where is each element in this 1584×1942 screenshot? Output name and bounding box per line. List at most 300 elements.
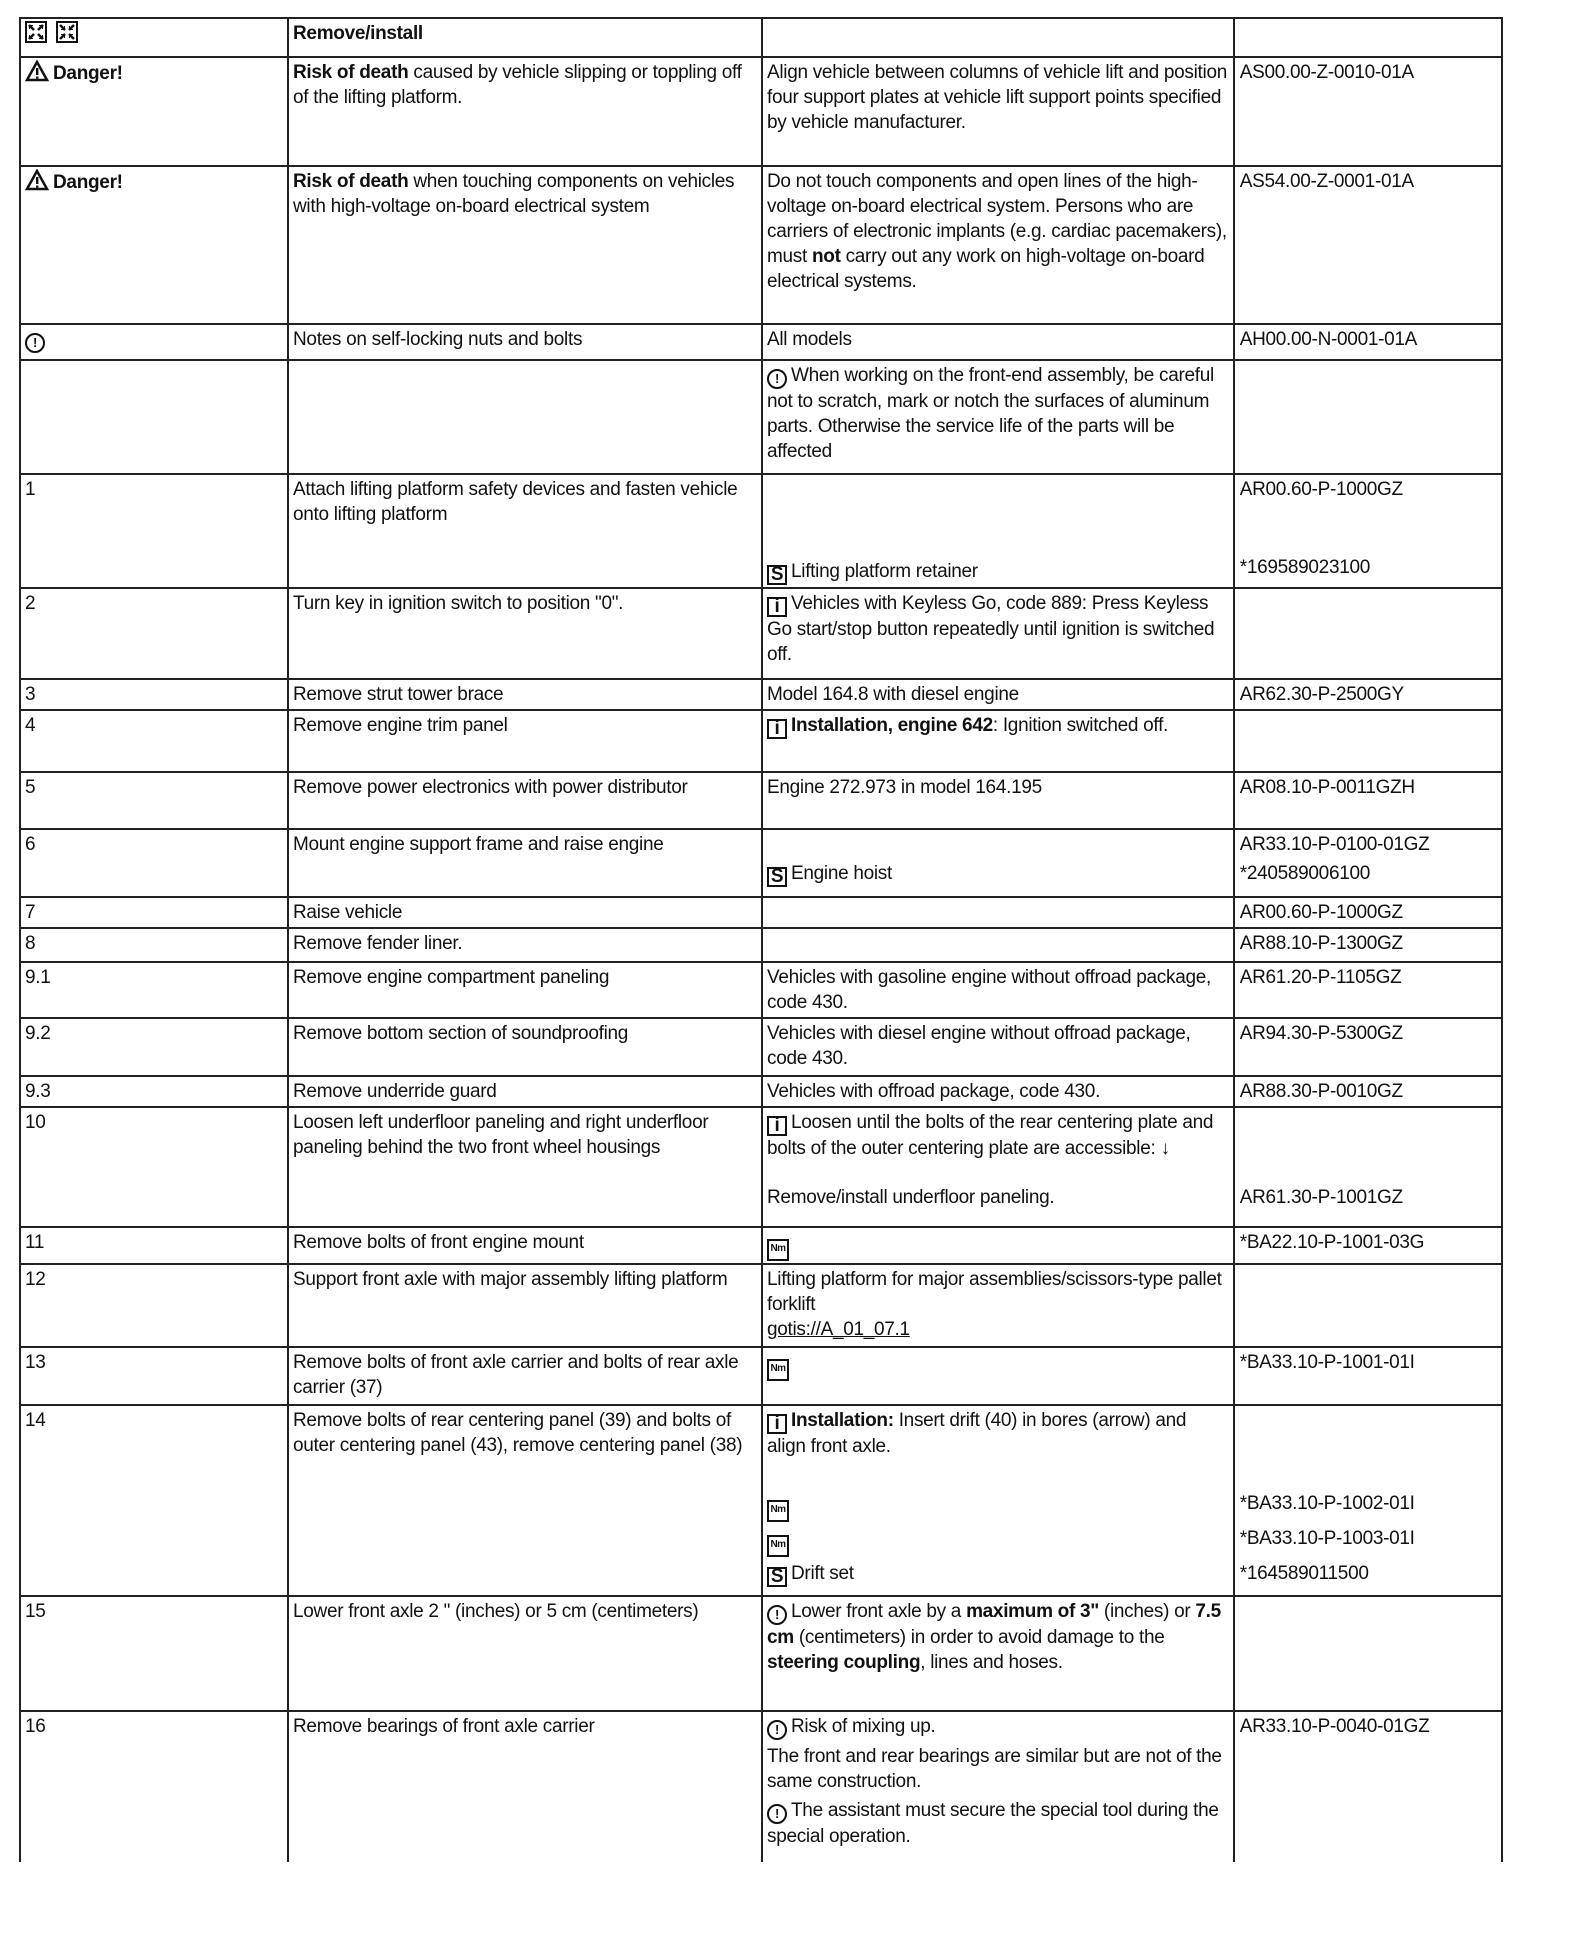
gotis-link[interactable]: gotis://A_01_07.1 bbox=[767, 1319, 910, 1340]
reference-cell bbox=[1234, 1406, 1501, 1481]
text-segment: Engine hoist bbox=[791, 863, 892, 884]
info-text bbox=[763, 553, 1234, 587]
info-text bbox=[763, 929, 1234, 958]
text-segment: carry out any work on high-voltage on-board electrical systems. bbox=[767, 246, 1205, 292]
text-segment: steering coupling bbox=[767, 1652, 921, 1673]
text-segment: Lifting platform retainer bbox=[791, 561, 978, 582]
info-ref-cell bbox=[761, 898, 1503, 927]
reference-code[interactable]: *BA33.10-P-1001-01I bbox=[1239, 1352, 1415, 1373]
step-cell bbox=[19, 475, 287, 587]
text-segment: Remove bolts of rear centering panel (39) and bolts of outer centering panel (43), remove centering panel (38) bbox=[293, 1410, 743, 1456]
info-text bbox=[763, 830, 1234, 859]
step-cell bbox=[19, 1228, 287, 1263]
info-text bbox=[763, 1524, 1234, 1559]
info-line bbox=[763, 1228, 1501, 1263]
table-body bbox=[19, 56, 1503, 1862]
task-cell bbox=[287, 1597, 761, 1710]
text-segment: The assistant must secure the special tool during the special operation. bbox=[767, 1800, 1219, 1847]
text-segment: Lower front axle 2 " (inches) or 5 cm (centimeters) bbox=[293, 1601, 699, 1622]
text-segment: Remove bolts of front axle carrier and bolts of rear axle carrier (37) bbox=[293, 1352, 739, 1398]
info-line bbox=[763, 1348, 1501, 1383]
header-empty bbox=[761, 19, 1503, 56]
text-segment: Remove power electronics with power distributor bbox=[293, 777, 688, 798]
table-row bbox=[19, 709, 1503, 771]
note-icon: ! bbox=[767, 1804, 787, 1824]
task-cell bbox=[287, 830, 761, 896]
reference-cell bbox=[1234, 711, 1501, 741]
reference-code[interactable]: AR88.30-P-0010GZ bbox=[1239, 1081, 1403, 1102]
info-ref-cell bbox=[761, 167, 1503, 323]
reference-code[interactable]: AS00.00-Z-0010-01A bbox=[1239, 62, 1414, 83]
task-cell bbox=[287, 361, 761, 473]
reference-code[interactable]: AR62.30-P-2500GY bbox=[1239, 684, 1404, 705]
text-segment: ↓ bbox=[1160, 1138, 1170, 1159]
info-line bbox=[763, 1796, 1501, 1851]
reference-cell bbox=[1234, 1796, 1501, 1851]
step-cell bbox=[19, 929, 287, 961]
text-segment: Remove bolts of front engine mount bbox=[293, 1232, 584, 1253]
text-segment: Loosen left underfloor paneling and right underfloor paneling behind the two front wheel housings bbox=[293, 1112, 709, 1158]
info-line bbox=[763, 859, 1501, 889]
text-segment: Remove bearings of front axle carrier bbox=[293, 1716, 595, 1737]
reference-cell bbox=[1234, 167, 1501, 296]
torque-icon: Nm bbox=[767, 1535, 789, 1557]
task-cell bbox=[287, 1712, 761, 1862]
step-number: 15 bbox=[25, 1601, 46, 1622]
info-line bbox=[763, 929, 1501, 958]
info-line bbox=[763, 58, 1501, 137]
step-cell bbox=[19, 167, 287, 323]
info-text bbox=[763, 1796, 1234, 1851]
text-segment: (inches) or bbox=[1098, 1601, 1196, 1622]
text-segment: Remove engine trim panel bbox=[293, 715, 508, 736]
text-segment: maximum of 3" bbox=[966, 1601, 1099, 1622]
info-ref-cell bbox=[761, 1108, 1503, 1226]
reference-code[interactable]: AS54.00-Z-0001-01A bbox=[1239, 171, 1414, 192]
info-line bbox=[763, 1077, 1501, 1106]
task-cell bbox=[287, 963, 761, 1017]
reference-code[interactable]: *BA33.10-P-1003-01I bbox=[1239, 1528, 1415, 1549]
note-icon: ! bbox=[25, 333, 45, 353]
reference-code[interactable]: *BA22.10-P-1001-03G bbox=[1239, 1232, 1425, 1253]
table-row bbox=[19, 1595, 1503, 1710]
table-row bbox=[19, 678, 1503, 709]
text-segment: Do not touch components and open lines of the high-voltage on-board electrical system. Persons who are carriers of electronic implants (e.g. cardiac pacemakers), must bbox=[767, 171, 1227, 267]
info-ref-cell bbox=[761, 1265, 1503, 1346]
table-row bbox=[19, 1017, 1503, 1075]
text-segment: Installation: bbox=[791, 1410, 894, 1431]
table-row bbox=[19, 1075, 1503, 1106]
table-row bbox=[19, 359, 1503, 473]
reference-code[interactable]: *240589006100 bbox=[1239, 863, 1371, 884]
info-ref-cell bbox=[761, 58, 1503, 165]
step-cell bbox=[19, 711, 287, 771]
table-row bbox=[19, 1346, 1503, 1404]
step-cell bbox=[19, 1406, 287, 1595]
info-line bbox=[763, 1265, 1501, 1344]
info-text bbox=[763, 475, 1234, 525]
task-cell bbox=[287, 1265, 761, 1346]
warning-icon bbox=[25, 169, 49, 198]
step-number: 7 bbox=[25, 902, 36, 923]
info-text bbox=[763, 898, 1234, 927]
info-ref-cell bbox=[761, 1077, 1503, 1106]
info-ref-cell bbox=[761, 773, 1503, 828]
text-segment: Mount engine support frame and raise engine bbox=[293, 834, 664, 855]
collapse-icon[interactable] bbox=[56, 21, 78, 50]
info-text bbox=[763, 58, 1234, 137]
reference-cell bbox=[1234, 1524, 1501, 1559]
reference-cell bbox=[1234, 589, 1501, 669]
header-icons bbox=[19, 19, 287, 56]
text-segment: Attach lifting platform safety devices and fasten vehicle onto lifting platform bbox=[293, 479, 738, 525]
text-segment: Lifting platform for major assemblies/scissors-type pallet forklift bbox=[767, 1269, 1222, 1315]
text-segment: Remove strut tower brace bbox=[293, 684, 504, 705]
reference-cell bbox=[1234, 963, 1501, 1017]
info-line bbox=[763, 1406, 1501, 1481]
text-segment: Engine 272.973 in model 164.195 bbox=[767, 777, 1042, 798]
text-segment: Vehicles with gasoline engine without offroad package, code 430. bbox=[767, 967, 1211, 1013]
task-cell bbox=[287, 1019, 761, 1075]
reference-cell bbox=[1234, 325, 1501, 354]
step-number: 3 bbox=[25, 684, 36, 705]
task-cell bbox=[287, 325, 761, 359]
info-icon: i bbox=[767, 719, 787, 739]
step-number: 11 bbox=[25, 1232, 45, 1253]
info-text bbox=[763, 963, 1234, 1017]
tool-icon: S bbox=[767, 1567, 787, 1587]
text-segment: Turn key in ignition switch to position "0". bbox=[293, 593, 624, 614]
info-ref-cell bbox=[761, 475, 1503, 587]
info-text bbox=[763, 1077, 1234, 1106]
reference-cell bbox=[1234, 929, 1501, 958]
task-cell bbox=[287, 1228, 761, 1263]
text-segment: Risk of mixing up. bbox=[791, 1716, 936, 1737]
info-ref-cell bbox=[761, 711, 1503, 771]
table-row bbox=[19, 961, 1503, 1017]
info-line bbox=[763, 325, 1501, 354]
info-text bbox=[763, 1348, 1234, 1383]
info-text bbox=[763, 167, 1234, 296]
info-line bbox=[763, 1019, 1501, 1073]
reference-cell bbox=[1234, 898, 1501, 927]
table-row bbox=[19, 165, 1503, 323]
reference-cell bbox=[1234, 1597, 1501, 1677]
step-number: 4 bbox=[25, 715, 36, 736]
info-ref-cell bbox=[761, 929, 1503, 961]
info-text bbox=[763, 1559, 1234, 1589]
text-segment: The front and rear bearings are similar but are not of the same construction. bbox=[767, 1746, 1222, 1792]
reference-code[interactable]: AR00.60-P-1000GZ bbox=[1239, 479, 1403, 500]
header-title bbox=[287, 19, 761, 56]
reference-code[interactable]: AR33.10-P-0040-01GZ bbox=[1239, 1716, 1430, 1737]
info-text bbox=[763, 1742, 1234, 1796]
info-ref-cell bbox=[761, 963, 1503, 1017]
table-row bbox=[19, 1404, 1503, 1595]
step-number: 5 bbox=[25, 777, 36, 798]
text-segment: Vehicles with offroad package, code 430. bbox=[767, 1081, 1101, 1102]
spacer bbox=[763, 525, 1501, 553]
task-cell bbox=[287, 589, 761, 678]
info-line bbox=[763, 1597, 1501, 1677]
info-line bbox=[763, 680, 1501, 709]
step-cell bbox=[19, 773, 287, 828]
step-number: 9.2 bbox=[25, 1023, 51, 1044]
info-ref-cell bbox=[761, 589, 1503, 678]
step-number: 2 bbox=[25, 593, 36, 614]
reference-cell bbox=[1234, 1183, 1501, 1212]
info-text bbox=[763, 1228, 1234, 1263]
task-cell bbox=[287, 58, 761, 165]
reference-code[interactable]: *BA33.10-P-1002-01I bbox=[1239, 1493, 1415, 1514]
info-text bbox=[763, 680, 1234, 709]
info-ref-cell bbox=[761, 361, 1503, 473]
reference-cell bbox=[1234, 58, 1501, 137]
text-segment: Remove underride guard bbox=[293, 1081, 497, 1102]
step-number: 9.1 bbox=[25, 967, 51, 988]
text-segment: caused by vehicle slipping or toppling off of the lifting platform. bbox=[293, 62, 742, 108]
reference-cell bbox=[1234, 859, 1501, 889]
info-line bbox=[763, 898, 1501, 927]
task-cell bbox=[287, 1077, 761, 1106]
step-cell bbox=[19, 963, 287, 1017]
info-icon: i bbox=[767, 1116, 787, 1136]
note-icon: ! bbox=[767, 1720, 787, 1740]
task-cell bbox=[287, 167, 761, 323]
step-cell bbox=[19, 1077, 287, 1106]
text-segment: Loosen until the bolts of the rear centering plate and bolts of the outer centering plate are accessible: bbox=[767, 1112, 1214, 1159]
text-segment: When working on the front-end assembly, be careful not to scratch, mark or notch the surfaces of aluminum parts. Otherwise the service life of the parts will be affected bbox=[767, 365, 1214, 462]
text-segment: Insert drift (40) in bores (arrow) and align front axle. bbox=[767, 1410, 1187, 1457]
text-segment: All models bbox=[767, 329, 852, 350]
text-segment: Notes on self-locking nuts and bolts bbox=[293, 329, 583, 350]
reference-cell bbox=[1234, 475, 1501, 525]
info-text bbox=[763, 589, 1234, 669]
torque-icon: Nm bbox=[767, 1239, 789, 1261]
spacer bbox=[763, 1481, 1501, 1489]
step-number: 9.3 bbox=[25, 1081, 51, 1102]
info-line bbox=[763, 1183, 1501, 1212]
reference-cell bbox=[1234, 1742, 1501, 1796]
tool-icon: S bbox=[767, 867, 787, 887]
info-line bbox=[763, 589, 1501, 669]
text-segment: Vehicles with diesel engine without offroad package, code 430. bbox=[767, 1023, 1191, 1069]
step-number: 14 bbox=[25, 1410, 46, 1431]
info-ref-cell bbox=[761, 1348, 1503, 1404]
text-segment: Risk of death bbox=[293, 171, 409, 192]
info-ref-cell bbox=[761, 1597, 1503, 1710]
warning-icon bbox=[25, 60, 49, 89]
text-segment: not bbox=[811, 246, 841, 267]
task-cell bbox=[287, 773, 761, 828]
info-text bbox=[763, 1019, 1234, 1073]
reference-code[interactable]: AR33.10-P-0100-01GZ bbox=[1239, 834, 1430, 855]
info-text bbox=[763, 859, 1234, 889]
table-row bbox=[19, 1710, 1503, 1862]
info-line bbox=[763, 361, 1501, 466]
info-ref-cell bbox=[761, 1406, 1503, 1595]
text-segment: Remove bottom section of soundproofing bbox=[293, 1023, 629, 1044]
info-line bbox=[763, 475, 1501, 525]
step-cell bbox=[19, 1265, 287, 1346]
info-text bbox=[763, 361, 1234, 466]
table-header-row bbox=[19, 17, 1503, 56]
step-number: 13 bbox=[25, 1352, 46, 1373]
text-segment: , lines and hoses. bbox=[920, 1652, 1063, 1673]
reference-code[interactable]: AR00.60-P-1000GZ bbox=[1239, 902, 1403, 923]
table-row bbox=[19, 828, 1503, 896]
info-line bbox=[763, 1559, 1501, 1589]
step-number: 8 bbox=[25, 933, 36, 954]
step-number: 16 bbox=[25, 1716, 46, 1737]
text-segment: : Ignition switched off. bbox=[992, 715, 1169, 736]
info-line bbox=[763, 1108, 1501, 1183]
info-ref-cell bbox=[761, 1228, 1503, 1263]
info-line bbox=[763, 1712, 1501, 1742]
reference-cell bbox=[1234, 1559, 1501, 1589]
procedure-table bbox=[19, 0, 1503, 1862]
reference-code[interactable]: AR08.10-P-0011GZH bbox=[1239, 777, 1415, 798]
info-text bbox=[763, 711, 1234, 741]
step-cell bbox=[19, 1108, 287, 1226]
info-line bbox=[763, 1742, 1501, 1796]
info-text bbox=[763, 1712, 1234, 1742]
info-ref-cell bbox=[761, 680, 1503, 709]
table-row bbox=[19, 587, 1503, 678]
info-icon: i bbox=[767, 597, 787, 617]
step-number: 12 bbox=[25, 1269, 46, 1290]
text-segment: Support front axle with major assembly lifting platform bbox=[293, 1269, 728, 1290]
task-cell bbox=[287, 1108, 761, 1226]
step-cell bbox=[19, 830, 287, 896]
text-segment: Remove fender liner. bbox=[293, 933, 463, 954]
reference-cell bbox=[1234, 1019, 1501, 1073]
text-segment: Risk of death bbox=[293, 62, 409, 83]
info-text bbox=[763, 1489, 1234, 1524]
reference-cell bbox=[1234, 1712, 1501, 1742]
step-cell bbox=[19, 589, 287, 678]
reference-cell bbox=[1234, 1348, 1501, 1383]
info-text bbox=[763, 1183, 1234, 1212]
danger-label: Danger! bbox=[53, 63, 123, 84]
info-text bbox=[763, 325, 1234, 354]
text-segment: Align vehicle between columns of vehicle lift and position four support plates at vehicle lift support points specified by vehicle manufacturer. bbox=[767, 62, 1227, 133]
reference-cell bbox=[1234, 1265, 1501, 1344]
step-cell bbox=[19, 58, 287, 165]
note-icon: ! bbox=[767, 369, 787, 389]
table-row bbox=[19, 771, 1503, 828]
text-segment: Raise vehicle bbox=[293, 902, 403, 923]
text-segment: when touching components on vehicles with high-voltage on-board electrical system bbox=[293, 171, 735, 217]
expand-icon[interactable] bbox=[25, 21, 47, 50]
table-row bbox=[19, 927, 1503, 961]
reference-cell bbox=[1234, 1077, 1501, 1106]
step-cell bbox=[19, 361, 287, 473]
table-row bbox=[19, 1226, 1503, 1263]
info-icon: i bbox=[767, 1414, 787, 1434]
reference-cell bbox=[1234, 773, 1501, 802]
step-number: 10 bbox=[25, 1112, 46, 1133]
reference-code[interactable]: AR61.30-P-1001GZ bbox=[1239, 1187, 1403, 1208]
step-cell bbox=[19, 680, 287, 709]
step-cell bbox=[19, 898, 287, 927]
text-segment: 7.5 cm bbox=[767, 1601, 1221, 1648]
step-cell bbox=[19, 1597, 287, 1710]
reference-code[interactable]: *169589023100 bbox=[1239, 557, 1371, 578]
info-text bbox=[763, 1265, 1234, 1344]
info-ref-cell bbox=[761, 1019, 1503, 1075]
step-cell bbox=[19, 325, 287, 359]
table-row bbox=[19, 1263, 1503, 1346]
tool-icon: S bbox=[767, 565, 787, 585]
step-number: 6 bbox=[25, 834, 36, 855]
reference-code[interactable]: AR61.20-P-1105GZ bbox=[1239, 967, 1402, 988]
text-segment: Lower front axle by a bbox=[791, 1601, 967, 1622]
reference-code[interactable]: AR94.30-P-5300GZ bbox=[1239, 1023, 1403, 1044]
info-line bbox=[763, 830, 1501, 859]
reference-code[interactable]: *164589011500 bbox=[1239, 1563, 1369, 1584]
reference-cell bbox=[1234, 1228, 1501, 1263]
step-cell bbox=[19, 1019, 287, 1075]
text-segment: Installation, engine 642 bbox=[791, 715, 993, 736]
reference-code[interactable]: AR88.10-P-1300GZ bbox=[1239, 933, 1403, 954]
reference-cell bbox=[1234, 1108, 1501, 1183]
info-ref-cell bbox=[761, 1712, 1503, 1862]
text-segment: Vehicles with Keyless Go, code 889: Press Keyless Go start/stop button repeatedly until ignition is switched off. bbox=[767, 593, 1215, 665]
text-segment: Remove/install underfloor paneling. bbox=[767, 1187, 1055, 1208]
header-title-text: Remove/install bbox=[293, 23, 423, 44]
info-text bbox=[763, 1597, 1234, 1677]
info-line bbox=[763, 1524, 1501, 1559]
step-number: 1 bbox=[25, 479, 36, 500]
reference-cell bbox=[1234, 553, 1501, 587]
reference-code[interactable]: AH00.00-N-0001-01A bbox=[1239, 329, 1418, 350]
torque-icon: Nm bbox=[767, 1359, 789, 1381]
info-line bbox=[763, 553, 1501, 587]
text-segment: (centimeters) in order to avoid damage to the bbox=[793, 1627, 1165, 1648]
table-row bbox=[19, 473, 1503, 587]
info-line bbox=[763, 963, 1501, 1017]
step-cell bbox=[19, 1712, 287, 1862]
table-row bbox=[19, 1106, 1503, 1226]
info-line bbox=[763, 1489, 1501, 1524]
info-line bbox=[763, 773, 1501, 802]
table-row bbox=[19, 896, 1503, 927]
task-cell bbox=[287, 711, 761, 771]
info-text bbox=[763, 1108, 1234, 1183]
info-ref-cell bbox=[761, 830, 1503, 896]
task-cell bbox=[287, 898, 761, 927]
info-ref-cell bbox=[761, 325, 1503, 359]
info-line bbox=[763, 711, 1501, 741]
table-row bbox=[19, 56, 1503, 165]
task-cell bbox=[287, 1406, 761, 1595]
text-segment: Remove engine compartment paneling bbox=[293, 967, 610, 988]
text-segment: Model 164.8 with diesel engine bbox=[767, 684, 1019, 705]
info-line bbox=[763, 167, 1501, 296]
task-cell bbox=[287, 680, 761, 709]
task-cell bbox=[287, 929, 761, 961]
reference-cell bbox=[1234, 1489, 1501, 1524]
info-text bbox=[763, 773, 1234, 802]
task-cell bbox=[287, 475, 761, 587]
note-icon: ! bbox=[767, 1605, 787, 1625]
task-cell bbox=[287, 1348, 761, 1404]
danger-label: Danger! bbox=[53, 172, 123, 193]
reference-cell bbox=[1234, 830, 1501, 859]
step-cell bbox=[19, 1348, 287, 1404]
reference-cell bbox=[1234, 361, 1501, 466]
